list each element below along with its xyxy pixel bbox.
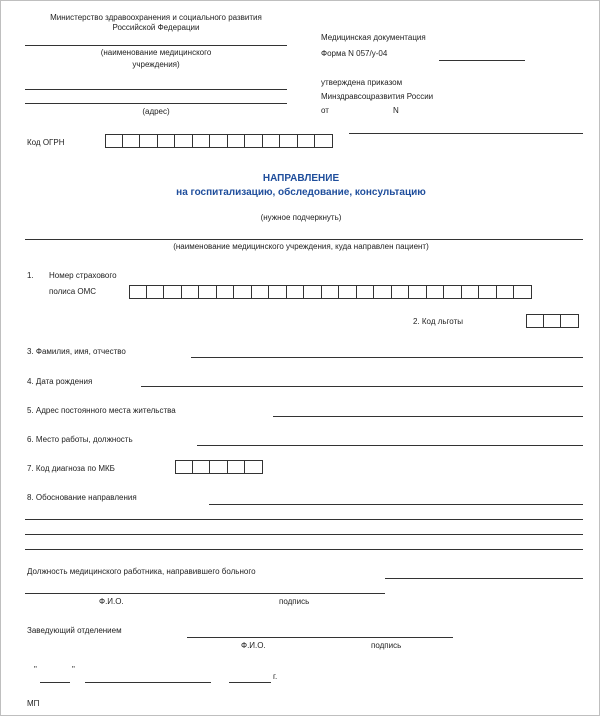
digit-box[interactable] bbox=[228, 134, 246, 148]
date-year-line[interactable] bbox=[229, 682, 271, 683]
address-caption: (адрес) bbox=[142, 107, 170, 116]
form-extra-line[interactable] bbox=[439, 60, 525, 61]
justification-line-2[interactable] bbox=[25, 519, 583, 520]
ogrn-boxes[interactable] bbox=[105, 134, 333, 148]
date-quote-open: " bbox=[34, 665, 37, 674]
digit-box[interactable] bbox=[164, 285, 182, 299]
institution-caption-line2: учреждения) bbox=[132, 60, 180, 69]
digit-box[interactable] bbox=[193, 134, 211, 148]
digit-box[interactable] bbox=[526, 314, 544, 328]
field4-label: 4. Дата рождения bbox=[27, 377, 93, 386]
digit-box[interactable] bbox=[287, 285, 305, 299]
digit-box[interactable] bbox=[245, 134, 263, 148]
digit-box[interactable] bbox=[140, 134, 158, 148]
digit-box[interactable] bbox=[374, 285, 392, 299]
digit-box[interactable] bbox=[147, 285, 165, 299]
digit-box[interactable] bbox=[210, 134, 228, 148]
address-line-1[interactable] bbox=[25, 89, 287, 90]
digit-box[interactable] bbox=[298, 134, 316, 148]
digit-box[interactable] bbox=[228, 460, 246, 474]
date-quote-close: " bbox=[72, 665, 75, 674]
ogrn-label: Код ОГРН bbox=[27, 138, 65, 147]
digit-box[interactable] bbox=[409, 285, 427, 299]
digit-box[interactable] bbox=[315, 134, 333, 148]
full-name-line[interactable] bbox=[191, 357, 583, 358]
field6-label: 6. Место работы, должность bbox=[27, 435, 133, 444]
stamp-label: МП bbox=[27, 699, 40, 708]
worker-fio-caption: Ф.И.О. bbox=[99, 597, 124, 606]
digit-box[interactable] bbox=[339, 285, 357, 299]
target-institution-caption: (наименование медицинского учреждения, куда направлен пациент) bbox=[173, 242, 429, 251]
digit-box[interactable] bbox=[182, 285, 200, 299]
field7-label: 7. Код диагноза по МКБ bbox=[27, 464, 115, 473]
approved-label: утверждена приказом bbox=[321, 78, 403, 87]
field1-label-line2: полиса ОМС bbox=[49, 287, 97, 296]
digit-box[interactable] bbox=[462, 285, 480, 299]
worker-name-sign-line[interactable] bbox=[25, 593, 385, 594]
digit-box[interactable] bbox=[175, 134, 193, 148]
worker-position-line[interactable] bbox=[385, 578, 583, 579]
residence-address-line[interactable] bbox=[273, 416, 583, 417]
doc-label: Медицинская документация bbox=[321, 33, 426, 42]
head-fio-caption: Ф.И.О. bbox=[241, 641, 266, 650]
digit-box[interactable] bbox=[210, 460, 228, 474]
digit-box[interactable] bbox=[269, 285, 287, 299]
digit-box[interactable] bbox=[544, 314, 562, 328]
digit-box[interactable] bbox=[123, 134, 141, 148]
digit-box[interactable] bbox=[280, 134, 298, 148]
digit-box[interactable] bbox=[105, 134, 123, 148]
head-label: Заведующий отделением bbox=[27, 626, 122, 635]
digit-box[interactable] bbox=[392, 285, 410, 299]
justification-line-3[interactable] bbox=[25, 534, 583, 535]
institution-caption-line1: (наименование медицинского bbox=[100, 48, 212, 57]
digit-box[interactable] bbox=[158, 134, 176, 148]
digit-box[interactable] bbox=[322, 285, 340, 299]
digit-box[interactable] bbox=[234, 285, 252, 299]
digit-box[interactable] bbox=[427, 285, 445, 299]
digit-box[interactable] bbox=[497, 285, 515, 299]
order-number-label: N bbox=[393, 106, 399, 115]
head-name-sign-line[interactable] bbox=[187, 637, 453, 638]
workplace-line[interactable] bbox=[197, 445, 583, 446]
field2-label: 2. Код льготы bbox=[413, 317, 463, 326]
date-month-line[interactable] bbox=[85, 682, 211, 683]
year-suffix: г. bbox=[273, 672, 278, 681]
underline-hint: (нужное подчеркнуть) bbox=[260, 213, 342, 222]
digit-box[interactable] bbox=[245, 460, 263, 474]
digit-box[interactable] bbox=[217, 285, 235, 299]
date-day-line[interactable] bbox=[40, 682, 70, 683]
address-line-2[interactable] bbox=[25, 103, 287, 104]
document-title: НАПРАВЛЕНИЕ bbox=[262, 173, 340, 184]
digit-box[interactable] bbox=[252, 285, 270, 299]
field1-number: 1. bbox=[27, 271, 34, 280]
digit-box[interactable] bbox=[175, 460, 193, 474]
field3-label: 3. Фамилия, имя, отчество bbox=[27, 347, 126, 356]
policy-number-boxes[interactable] bbox=[129, 285, 532, 299]
digit-box[interactable] bbox=[514, 285, 532, 299]
digit-box[interactable] bbox=[304, 285, 322, 299]
head-sign-caption: подпись bbox=[371, 641, 402, 650]
worker-sign-caption: подпись bbox=[279, 597, 310, 606]
order-from-label: от bbox=[321, 106, 329, 115]
digit-box[interactable] bbox=[357, 285, 375, 299]
institution-name-line[interactable] bbox=[25, 45, 287, 46]
digit-box[interactable] bbox=[479, 285, 497, 299]
field1-label-line1: Номер страхового bbox=[49, 271, 117, 280]
icd-code-boxes[interactable] bbox=[175, 460, 263, 474]
benefit-code-boxes[interactable] bbox=[526, 314, 579, 328]
digit-box[interactable] bbox=[561, 314, 579, 328]
ministry-short: Минздравсоцразвития России bbox=[321, 92, 434, 101]
ministry-name-line2: Российской Федерации bbox=[112, 23, 200, 32]
ministry-name-line1: Министерство здравоохранения и социального развития bbox=[50, 13, 262, 22]
digit-box[interactable] bbox=[444, 285, 462, 299]
form-number: Форма N 057/у-04 bbox=[321, 49, 388, 58]
justification-line-1[interactable] bbox=[209, 504, 583, 505]
digit-box[interactable] bbox=[263, 134, 281, 148]
digit-box[interactable] bbox=[193, 460, 211, 474]
justification-line-4[interactable] bbox=[25, 549, 583, 550]
ogrn-extra-line bbox=[349, 133, 583, 134]
digit-box[interactable] bbox=[129, 285, 147, 299]
field5-label: 5. Адрес постоянного места жительства bbox=[27, 406, 176, 415]
digit-box[interactable] bbox=[199, 285, 217, 299]
field8-label: 8. Обоснование направления bbox=[27, 493, 137, 502]
document-subtitle: на госпитализацию, обследование, консультацию bbox=[176, 187, 426, 198]
worker-position-label: Должность медицинского работника, направившего больного bbox=[27, 567, 256, 576]
birth-date-line[interactable] bbox=[141, 386, 583, 387]
target-institution-line[interactable] bbox=[25, 239, 583, 240]
